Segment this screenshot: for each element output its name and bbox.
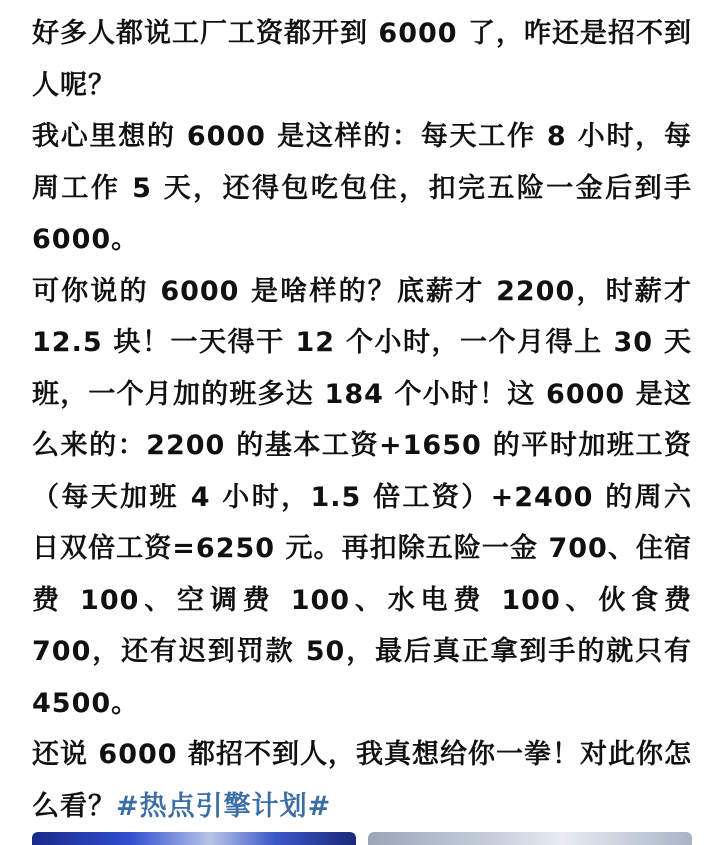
hashtag-link[interactable]: #热点引擎计划# [116, 790, 332, 822]
post-paragraph-2: 我心里想的 6000 是这样的：每天工作 8 小时，每周工作 5 天，还得包吃包住，扣完五险一金后到手 6000。 [32, 121, 692, 255]
factory-photo-left[interactable] [32, 832, 356, 845]
post-paragraph-1: 好多人都说工厂工资都开到 6000 了，咋还是招不到人呢？ [32, 18, 692, 101]
post-closing-text: 还说 6000 都招不到人，我真想给你一拳！对此你怎么看？ [32, 739, 692, 822]
factory-photo-right[interactable] [368, 832, 692, 845]
post-image-strip [32, 832, 692, 845]
post-paragraph-3: 可你说的 6000 是啥样的？底薪才 2200，时薪才 12.5 块！一天得干 12 个小时，一个月得上 30 天班，一个月加的班多达 184 个小时！这 6000 是这么来的：2200 的基本工资+1650 的平时加班工资（每天加班 4 小时，1.5 倍工资）+2400 的周六日双倍工资=6250 元。再扣除五险一金 700、住宿费 100、空调费 100、水电费 100、伙食费 700，还有迟到罚款 50，最后真正拿到手的就只有 4500。 [32, 275, 692, 719]
post-content [32, 8, 692, 832]
post-paragraph-4 [32, 729, 692, 832]
